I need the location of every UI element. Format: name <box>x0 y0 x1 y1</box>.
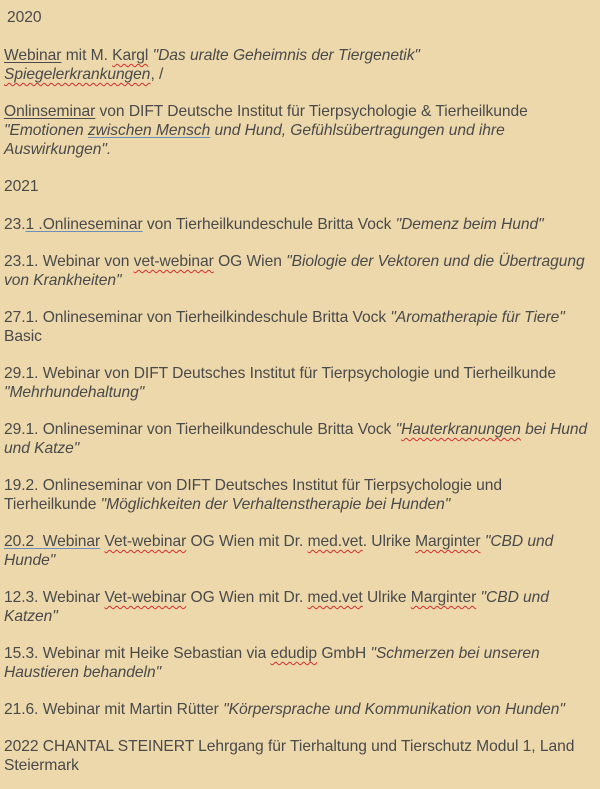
entry-title: bei Hund und Katze" <box>4 421 588 457</box>
entry-cbd-katzen <box>4 588 590 626</box>
misspelled-word: Spiegelerkrankungen <box>4 66 151 83</box>
entry-text: 2022 CHANTAL STEINERT Lehrgang für Tierhaltung und Tierschutz Modul 1, Land Steiermark <box>4 738 575 774</box>
entry-text: 29.1. Webinar von DIFT Deutsches Institut für Tierpsychologie und Tierheilkunde <box>4 365 556 382</box>
entry-text: 27.1. Onlineseminar von Tierheilkindeschule Britta Vock <box>4 309 391 326</box>
entry-text: 21.6. Webinar mit Martin Rütter <box>4 701 224 718</box>
entry-text: 12.3. Webinar <box>4 589 105 606</box>
entry-text: , / <box>150 66 164 83</box>
entry-kargl-webinar <box>4 46 590 84</box>
entry-text: von DIFT Deutsche Institut für Tierpsychologie & Tierheilkunde <box>95 103 528 120</box>
year-heading-2021: 2021 <box>4 178 39 195</box>
entry-title: "Emotionen <box>4 122 88 139</box>
entry-dift-onlinseminar <box>4 102 590 159</box>
entry-vektoren <box>4 252 590 290</box>
entry-title: "CBD und Hunde" <box>4 533 554 569</box>
entry-type: Onlinseminar <box>4 103 96 120</box>
entry-lehrgang-2022 <box>4 737 590 775</box>
entry-title: "Biologie der Vektoren und die Übertragung von Krankheiten" <box>4 253 585 289</box>
year-heading-2020: 2020 <box>7 9 42 26</box>
entry-title: "Demenz beim Hund" <box>395 216 544 233</box>
entry-title: "Das uralte Geheimnis der Tiergenetik" <box>152 47 420 64</box>
entry-title: " <box>395 421 402 438</box>
misspelled-word: vet-webinar <box>133 253 214 270</box>
entry-date: 23. <box>4 216 26 233</box>
entry-hauterkrankungen <box>4 420 590 458</box>
entry-text: GmbH <box>317 645 371 662</box>
entry-text: von Tierheilkundeschule Britta Vock <box>142 216 396 233</box>
misspelled-word: Vet-webinar <box>104 589 187 606</box>
grammar-flag: zwischen Mensch <box>87 122 211 139</box>
misspelled-word: Kargl <box>112 47 149 64</box>
entry-title: "Aromatherapie für Tiere" <box>390 309 565 326</box>
entry-title: "Möglichkeiten der Verhaltenstherapie bei Hunden" <box>100 496 451 513</box>
entry-demenz <box>4 215 590 234</box>
entry-text: . Ulrike <box>362 533 416 550</box>
entry-text: OG Wien mit Dr. <box>186 589 308 606</box>
entry-type: 1 .Onlineseminar <box>25 216 143 233</box>
misspelled-word: edudip <box>270 645 318 662</box>
misspelled-word: Vet-webinar <box>104 533 187 550</box>
entry-text: mit M. <box>61 47 113 64</box>
entry-text: 23.1. Webinar von <box>4 253 134 270</box>
entry-text: OG Wien <box>213 253 287 270</box>
entry-text: 15.3. Webinar mit Heike Sebastian via <box>4 645 271 662</box>
misspelled-word: Marginter <box>410 589 477 606</box>
entry-title: "Schmerzen bei unseren Haustieren behandeln" <box>4 645 540 681</box>
entry-title: "Körpersprache und Kommunikation von Hunden" <box>223 701 565 718</box>
entry-title: "Mehrhundehaltung" <box>4 384 145 401</box>
entry-title: "CBD und Katzen" <box>4 589 549 625</box>
entry-cbd-hunde <box>4 532 590 570</box>
entry-text: OG Wien mit Dr. <box>186 533 308 550</box>
entry-type: Webinar <box>4 47 62 64</box>
misspelled-word: Hauterkranungen <box>401 421 521 438</box>
entry-text: Basic <box>4 328 42 345</box>
entry-text: Ulrike <box>362 589 411 606</box>
entry-schmerzen <box>4 644 590 682</box>
entry-mehrhundehaltung <box>4 364 590 402</box>
entry-koerpersprache <box>4 700 590 719</box>
misspelled-word: Marginter <box>415 533 481 550</box>
entry-text: 29.1. Onlineseminar von Tierheilkundeschule Britta Vock <box>4 421 396 438</box>
entry-date: 20.2 Webinar <box>4 533 101 550</box>
misspelled-word: med.vet <box>307 533 363 550</box>
entry-text: 19.2. Onlineseminar von DIFT Deutsches Institut für Tierpsychologie und Tierheilkunde <box>4 477 503 513</box>
misspelled-word: med.vet <box>307 589 363 606</box>
entry-title: und Hund, Gefühlsübertragungen und ihre Auswirkungen". <box>4 122 505 158</box>
entry-aromatherapie <box>4 308 590 346</box>
entry-verhaltenstherapie <box>4 476 590 514</box>
